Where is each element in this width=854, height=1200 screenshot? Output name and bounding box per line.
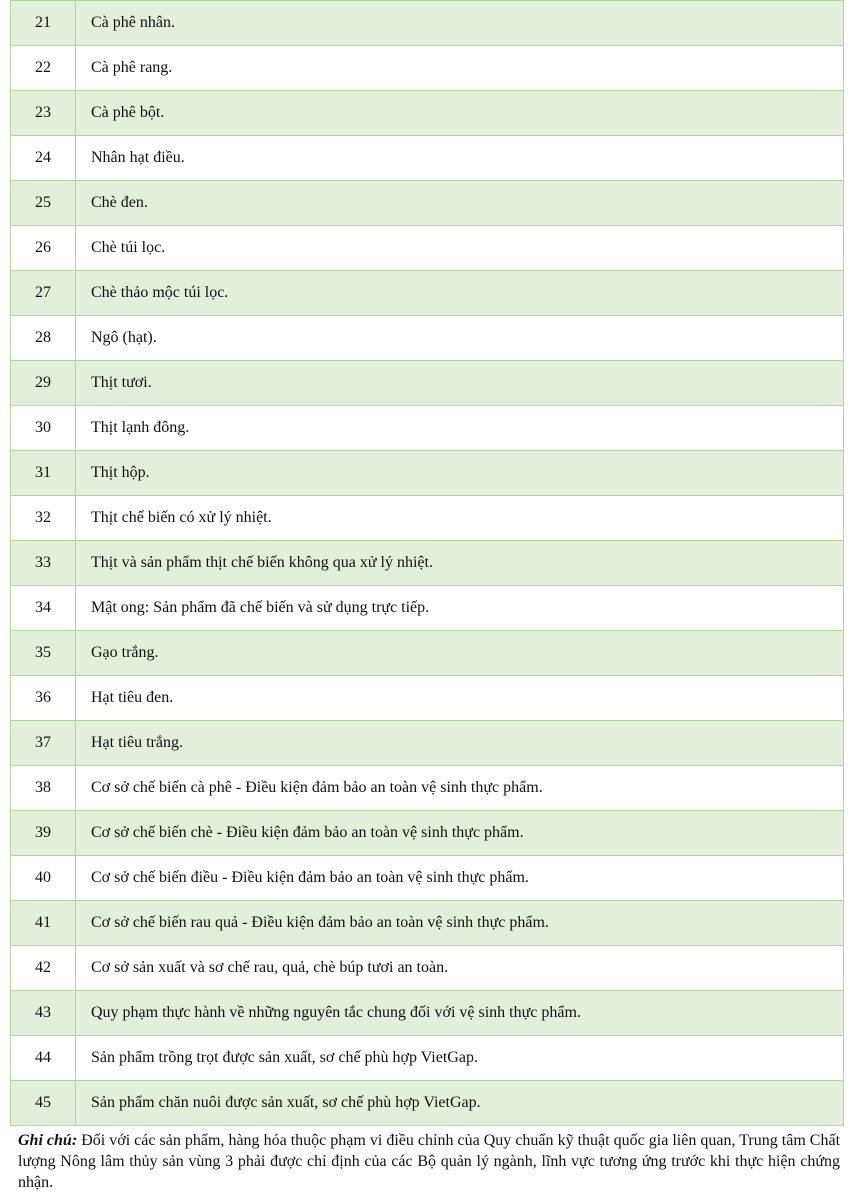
table-row <box>11 721 844 766</box>
row-title: Thịt hộp. <box>76 451 844 496</box>
row-title: Cà phê bột. <box>76 91 844 136</box>
row-title: Thịt lạnh đông. <box>76 406 844 451</box>
table-row <box>11 226 844 271</box>
row-title: Cà phê nhân. <box>76 1 844 46</box>
row-title: Nhân hạt điều. <box>76 136 844 181</box>
standards-table <box>10 0 844 1126</box>
row-number: 29 <box>11 361 76 406</box>
row-number: 34 <box>11 586 76 631</box>
row-title: Cà phê rang. <box>76 46 844 91</box>
table-row <box>11 496 844 541</box>
row-number: 43 <box>11 991 76 1036</box>
table-row <box>11 1081 844 1126</box>
row-number: 22 <box>11 46 76 91</box>
row-number: 35 <box>11 631 76 676</box>
table-row <box>11 46 844 91</box>
row-number: 44 <box>11 1036 76 1081</box>
table-row <box>11 901 844 946</box>
row-title: Sản phẩm chăn nuôi được sản xuất, sơ chế phù hợp VietGap. <box>76 1081 844 1126</box>
row-number: 38 <box>11 766 76 811</box>
footnote <box>18 1130 840 1193</box>
row-number: 40 <box>11 856 76 901</box>
row-number: 31 <box>11 451 76 496</box>
table-row <box>11 271 844 316</box>
row-number: 23 <box>11 91 76 136</box>
row-title: Cơ sở sản xuất và sơ chế rau, quả, chè búp tươi an toàn. <box>76 946 844 991</box>
row-title: Cơ sở chế biến điều - Điều kiện đảm bảo an toàn vệ sinh thực phẩm. <box>76 856 844 901</box>
table-row <box>11 991 844 1036</box>
row-number: 36 <box>11 676 76 721</box>
row-number: 25 <box>11 181 76 226</box>
table-row <box>11 631 844 676</box>
row-title: Hạt tiêu đen. <box>76 676 844 721</box>
row-number: 24 <box>11 136 76 181</box>
row-title: Thịt và sản phẩm thịt chế biến không qua xử lý nhiệt. <box>76 541 844 586</box>
row-title: Thịt chế biến có xử lý nhiệt. <box>76 496 844 541</box>
row-number: 33 <box>11 541 76 586</box>
row-title: Cơ sở chế biến chè - Điều kiện đảm bảo an toàn vệ sinh thực phẩm. <box>76 811 844 856</box>
table-row <box>11 946 844 991</box>
table-row <box>11 541 844 586</box>
footnote-label: Ghi chú: <box>18 1132 78 1149</box>
row-title: Mật ong: Sản phẩm đã chế biến và sử dụng trực tiếp. <box>76 586 844 631</box>
table-row <box>11 811 844 856</box>
table-row <box>11 451 844 496</box>
row-number: 37 <box>11 721 76 766</box>
row-title: Chè đen. <box>76 181 844 226</box>
table-row <box>11 316 844 361</box>
table-row <box>11 1 844 46</box>
row-number: 21 <box>11 1 76 46</box>
row-title: Chè thảo mộc túi lọc. <box>76 271 844 316</box>
row-number: 27 <box>11 271 76 316</box>
row-number: 39 <box>11 811 76 856</box>
table-row <box>11 181 844 226</box>
row-number: 42 <box>11 946 76 991</box>
row-title: Hạt tiêu trắng. <box>76 721 844 766</box>
standards-table-body <box>11 1 844 1126</box>
row-number: 26 <box>11 226 76 271</box>
row-title: Sản phẩm trồng trọt được sản xuất, sơ chế phù hợp VietGap. <box>76 1036 844 1081</box>
table-row <box>11 1036 844 1081</box>
row-number: 32 <box>11 496 76 541</box>
row-title: Cơ sở chế biến rau quả - Điều kiện đảm bảo an toàn vệ sinh thực phẩm. <box>76 901 844 946</box>
table-row <box>11 766 844 811</box>
row-title: Quy phạm thực hành về những nguyên tắc chung đối với vệ sinh thực phẩm. <box>76 991 844 1036</box>
table-row <box>11 136 844 181</box>
row-number: 30 <box>11 406 76 451</box>
row-number: 28 <box>11 316 76 361</box>
table-row <box>11 856 844 901</box>
row-title: Gạo trắng. <box>76 631 844 676</box>
row-title: Chè túi lọc. <box>76 226 844 271</box>
footnote-text: Đối với các sản phẩm, hàng hóa thuộc phạm vi điều chỉnh của Quy chuẩn kỹ thuật quốc gia liên quan, Trung tâm Chất lượng Nông lâm thủy sản vùng 3 phải được chỉ định của các Bộ quản lý ngành, lĩnh vực tương ứng trước khi thực hiện chứng nhận. <box>18 1132 841 1191</box>
table-row <box>11 586 844 631</box>
row-title: Cơ sở chế biến cà phê - Điều kiện đảm bảo an toàn vệ sinh thực phẩm. <box>76 766 844 811</box>
table-row <box>11 406 844 451</box>
row-number: 45 <box>11 1081 76 1126</box>
row-number: 41 <box>11 901 76 946</box>
table-row <box>11 676 844 721</box>
row-title: Ngô (hạt). <box>76 316 844 361</box>
table-row <box>11 361 844 406</box>
table-row <box>11 91 844 136</box>
row-title: Thịt tươi. <box>76 361 844 406</box>
